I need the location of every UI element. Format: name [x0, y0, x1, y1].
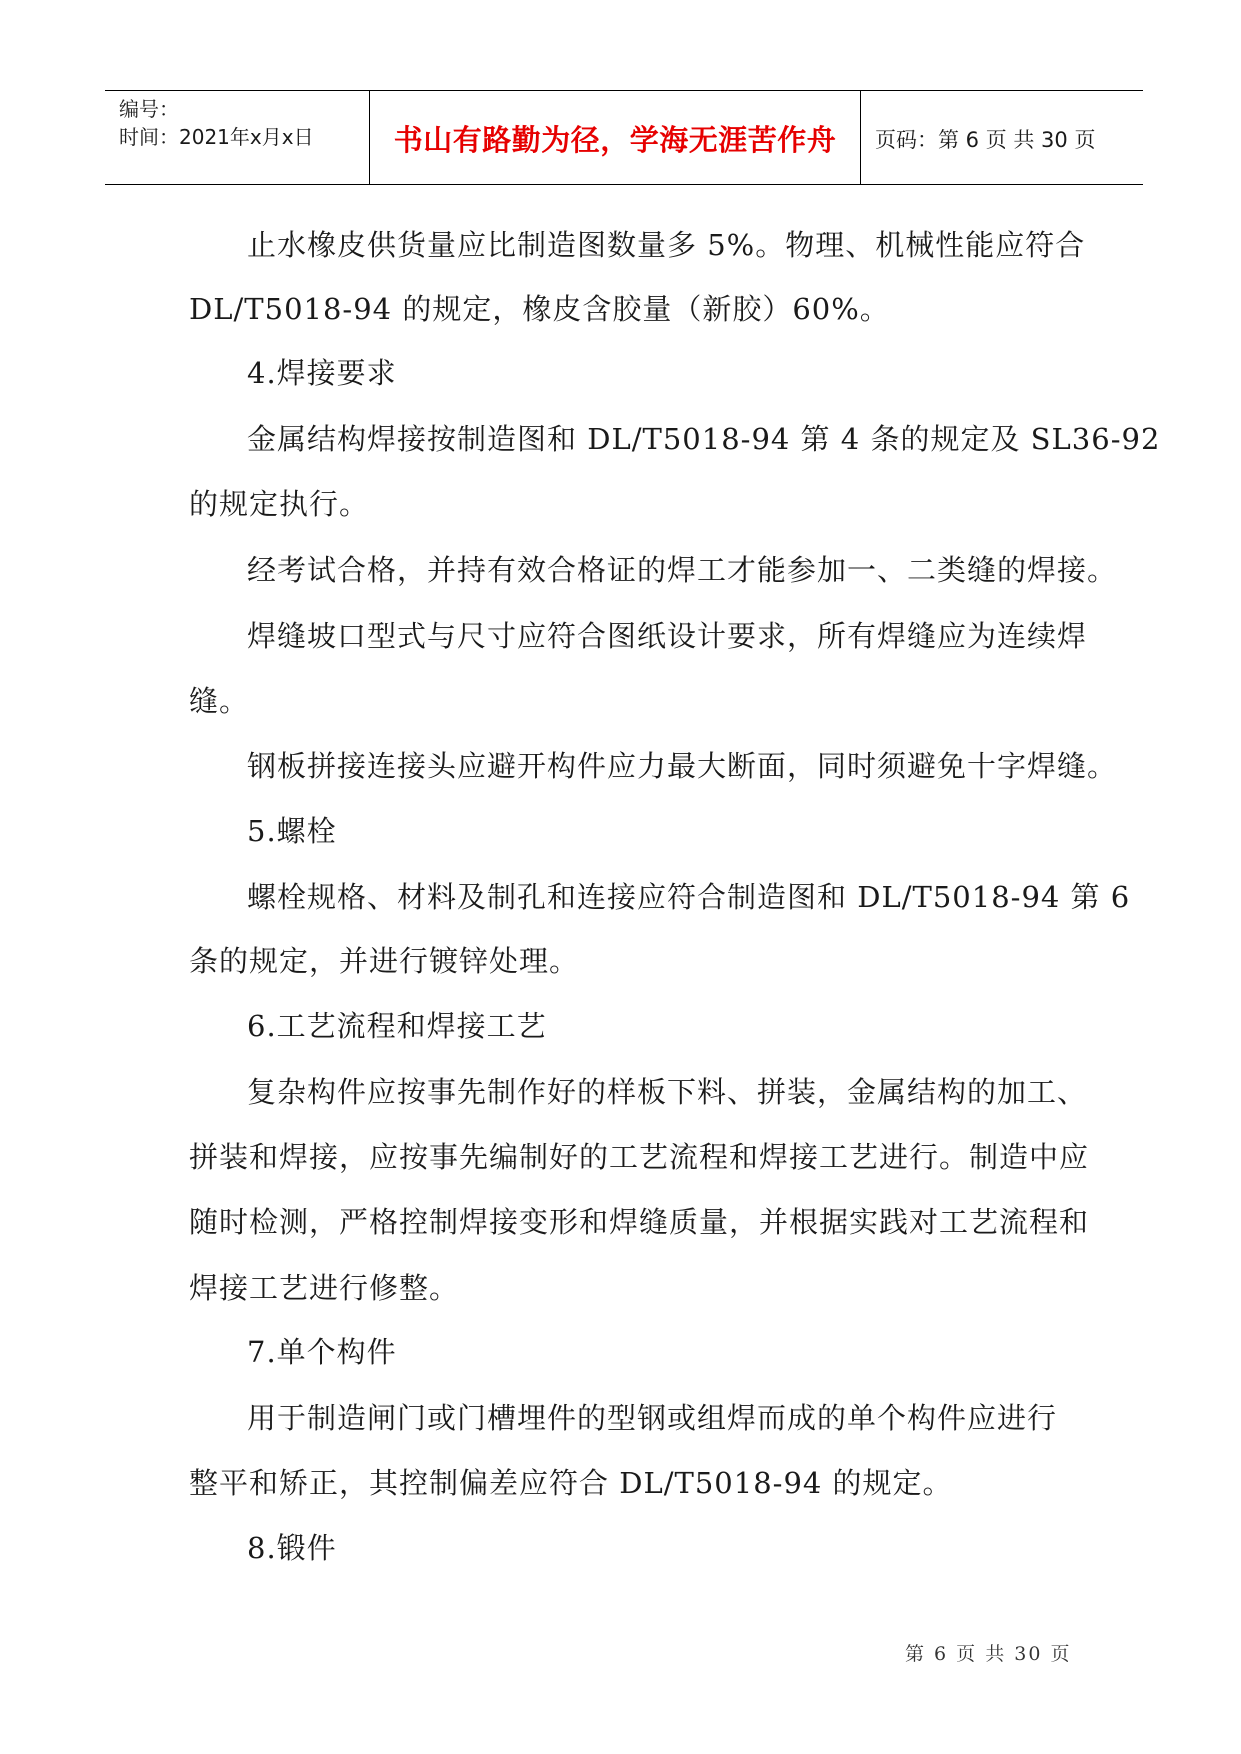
body-line: 焊接工艺进行修整。 — [189, 1271, 460, 1305]
header-page-info: 页码：第 6 页 共 30 页 — [875, 127, 1096, 152]
section-heading: 7.单个构件 — [247, 1335, 397, 1369]
body-line: 螺栓规格、材料及制孔和连接应符合制造图和 DL/T5018-94 第 6 — [247, 880, 1131, 914]
header-motto: 书山有路勤为径，学海无涯苦作舟 — [370, 91, 861, 184]
body-line: 用于制造闸门或门槽埋件的型钢或组焊而成的单个构件应进行 — [247, 1401, 1058, 1435]
page-footer: 第 6 页 共 30 页 — [905, 1643, 1072, 1665]
body-line: 钢板拼接连接头应避开构件应力最大断面，同时须避免十字焊缝。 — [247, 749, 1118, 783]
header-meta — [105, 91, 370, 184]
body-line: 复杂构件应按事先制作好的样板下料、拼装，金属结构的加工、 — [247, 1075, 1088, 1109]
body-line: 经考试合格，并持有效合格证的焊工才能参加一、二类缝的焊接。 — [247, 553, 1118, 587]
body-line: 焊缝坡口型式与尺寸应符合图纸设计要求，所有焊缝应为连续焊 — [247, 619, 1088, 653]
body-line: 金属结构焊接按制造图和 DL/T5018-94 第 4 条的规定及 SL36-92 — [247, 422, 1161, 456]
page-header — [105, 90, 1143, 185]
body-line: 的规定执行。 — [189, 487, 370, 521]
section-heading: 4.焊接要求 — [247, 356, 397, 390]
body-line: 整平和矫正，其控制偏差应符合 DL/T5018-94 的规定。 — [189, 1466, 953, 1500]
body-line: 条的规定，并进行镀锌处理。 — [189, 944, 580, 978]
body-line: 止水橡皮供货量应比制造图数量多 5%。物理、机械性能应符合 — [247, 228, 1086, 262]
time-label: 时间：2021年x月x日 — [119, 125, 314, 149]
section-heading: 5.螺栓 — [247, 814, 337, 848]
section-heading: 6.工艺流程和焊接工艺 — [247, 1009, 547, 1043]
body-line: 拼装和焊接，应按事先编制好的工艺流程和焊接工艺进行。制造中应 — [189, 1140, 1090, 1174]
body-line: 随时检测，严格控制焊接变形和焊缝质量，并根据实践对工艺流程和 — [189, 1205, 1090, 1239]
body-line: DL/T5018-94 的规定，橡皮含胶量（新胶）60%。 — [189, 292, 890, 326]
serial-label: 编号： — [119, 97, 179, 121]
section-heading: 8.锻件 — [247, 1531, 337, 1565]
body-line: 缝。 — [189, 684, 250, 718]
